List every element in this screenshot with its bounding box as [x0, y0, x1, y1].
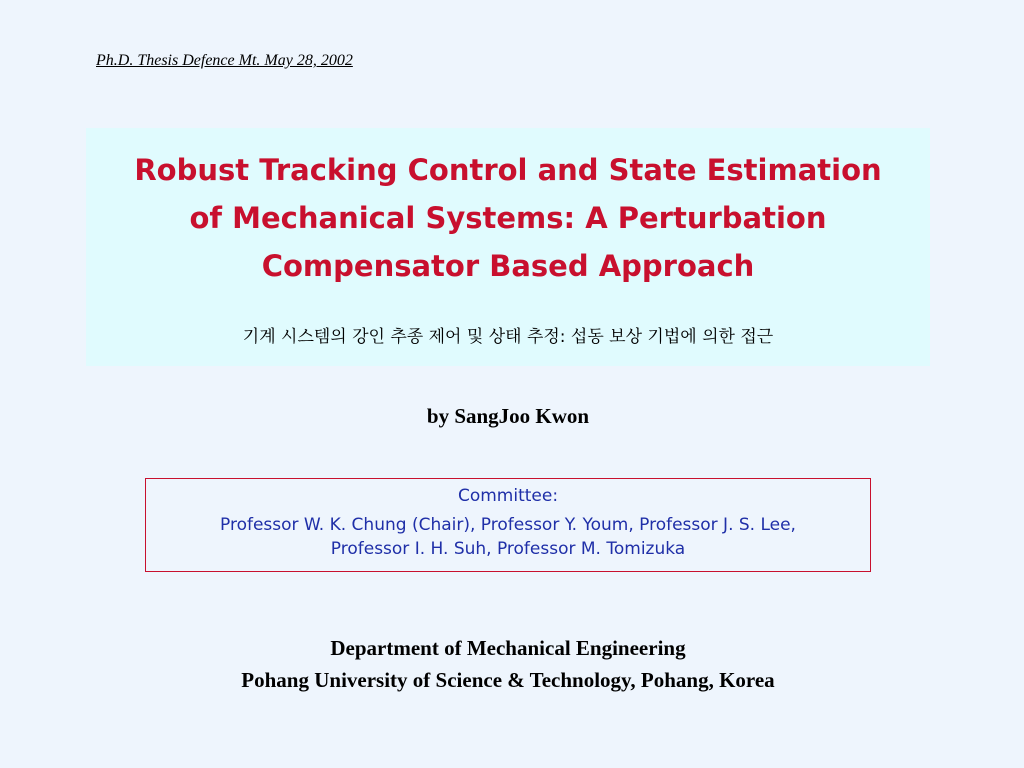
defence-date-note: Ph.D. Thesis Defence Mt. May 28, 2002 — [96, 52, 353, 69]
title-line-1: Robust Tracking Control and State Estimation — [134, 153, 882, 187]
committee-line-1: Professor W. K. Chung (Chair), Professor Y. Youm, Professor J. S. Lee, — [220, 515, 796, 535]
title-line-3: Compensator Based Approach — [261, 249, 755, 283]
title-box — [86, 128, 930, 366]
university: Pohang University of Science & Technology, Pohang, Korea — [241, 668, 775, 692]
committee-line-2: Professor I. H. Suh, Professor M. Tomizuka — [330, 539, 686, 559]
committee-members — [146, 507, 870, 561]
title-line-2: of Mechanical Systems: A Perturbation — [189, 201, 827, 235]
thesis-title — [86, 146, 930, 290]
affiliation — [0, 632, 1016, 696]
committee-label: Committee: — [457, 486, 559, 506]
committee-box — [145, 478, 871, 572]
author: by SangJoo Kwon — [426, 404, 590, 428]
department: Department of Mechanical Engineering — [330, 636, 686, 660]
korean-subtitle: 기계 시스템의 강인 추종 제어 및 상태 추정: 섭동 보상 기법에 의한 접근 — [242, 327, 774, 347]
